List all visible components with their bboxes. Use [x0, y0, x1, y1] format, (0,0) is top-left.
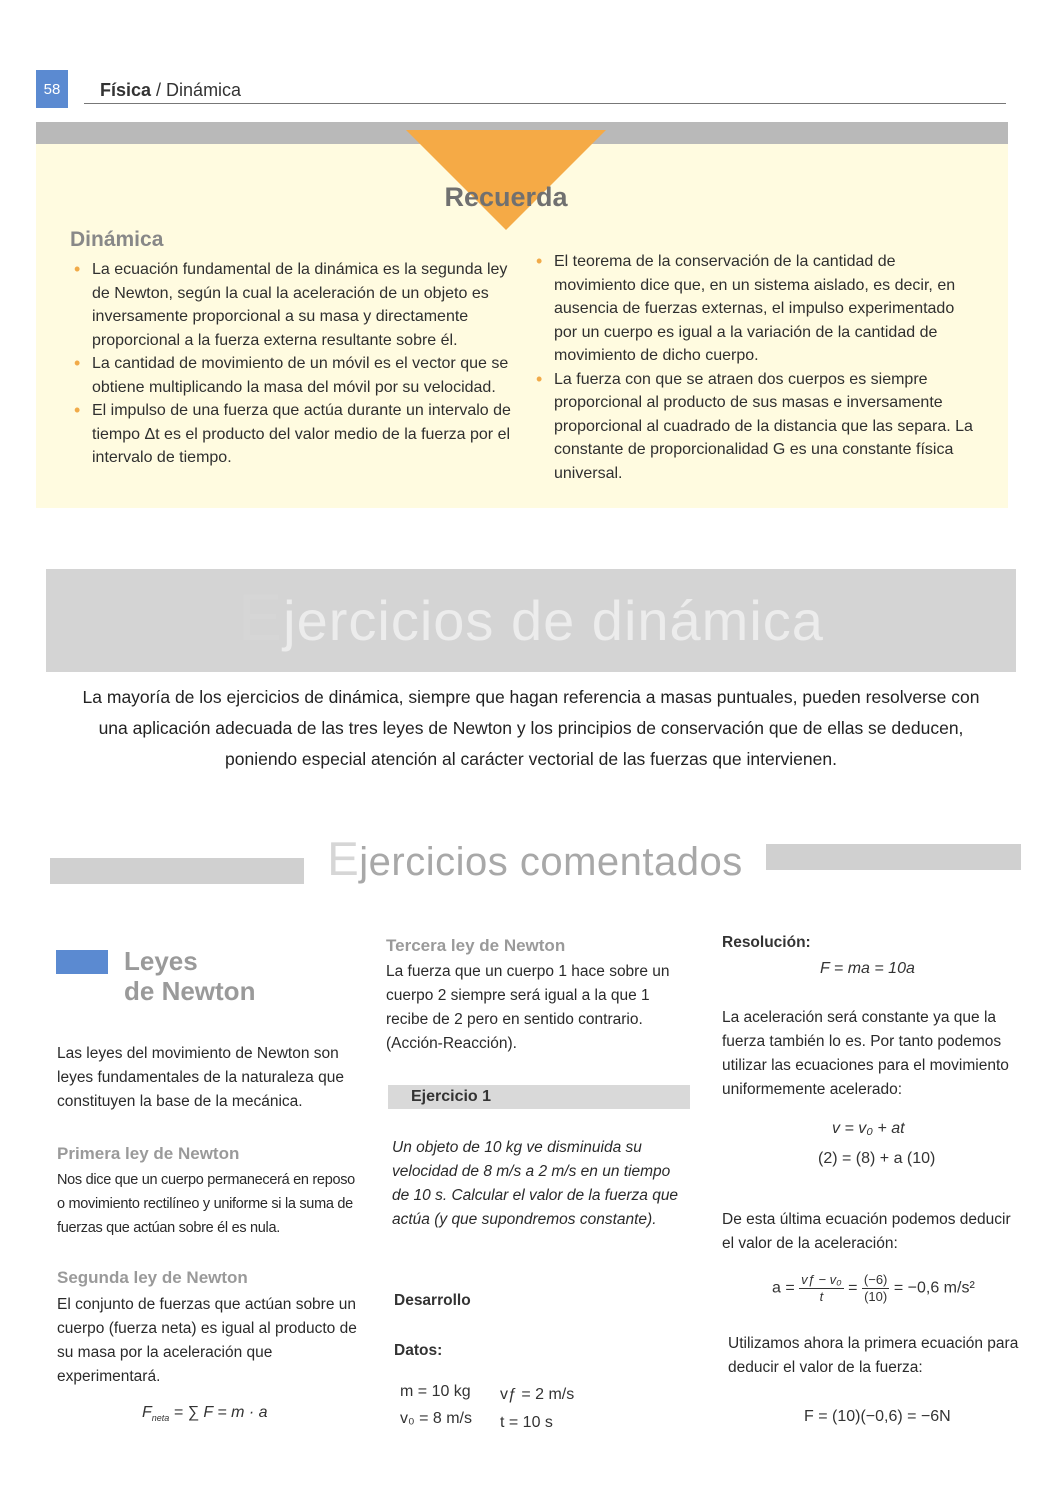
resolucion-text-1: La aceleración será constante ya que la fuerza también lo es. Por tanto podemos utilizar las ecuaciones para el movimiento uniformemente acelerado:: [722, 1009, 1009, 1098]
recuerda-item: • La ecuación fundamental de la dinámica es la segunda ley de Newton, según la cual la aceleración de un objeto es inversamente proporcional a su masa y directamente proporcional a la fuerza externa resultante sobre él.: [70, 258, 522, 352]
datos-mass: m = 10 kg: [400, 1383, 471, 1400]
equation-substituted: (2) = (8) + a (10): [818, 1150, 936, 1167]
segunda-ley-heading: Segunda ley de Newton: [57, 1268, 248, 1287]
column-title: [124, 946, 255, 1006]
running-header: [100, 80, 241, 101]
section-title: [46, 580, 1016, 656]
section-title-initial: E: [238, 581, 284, 655]
recuerda-right-column: [532, 250, 978, 485]
recuerda-item: • El impulso de una fuerza que actúa durante un intervalo de tiempo Δt es el producto del valor medio de la fuerza por el intervalo de tiempo.: [70, 399, 522, 470]
formula-subscript: neta: [151, 1413, 170, 1424]
equation-final-force: F = (10)(−0,6) = −6N: [804, 1408, 951, 1425]
section-marker: [56, 950, 108, 974]
fraction-numerator: vƒ − v₀: [801, 1272, 842, 1287]
equation-acceleration-result: = −0,6 m/s²: [893, 1279, 975, 1297]
datos-label: Datos:: [394, 1342, 443, 1359]
header-separator: /: [151, 80, 167, 100]
equation-velocity: v = v₀ + at: [832, 1120, 905, 1137]
leyes-intro: Las leyes del movimiento de Newton son leyes fundamentales de la naturaleza que constituyen la base de la mecánica.: [57, 1045, 344, 1110]
header-topic: Dinámica: [166, 80, 242, 100]
section-title-rest: jercicios comentados: [359, 840, 743, 884]
section-intro: La mayoría de los ejercicios de dinámica, siempre que hagan referencia a masas puntuales, pueden resolverse con una aplicación adecuada de las tres leyes de Newton y los principios de conservación que de ellas se deducen, poniendo especial atención al carácter vectorial de las fuerzas que intervienen.: [82, 687, 980, 769]
section-title-rest: jercicios de dinámica: [283, 589, 824, 652]
segunda-ley-text: El conjunto de fuerzas que actúan sobre un cuerpo (fuerza neta) es igual al producto de su masa por la aceleración que experimentará.: [57, 1296, 357, 1385]
formula-rhs: = ∑ F = m · a: [173, 1404, 268, 1421]
section-title: [310, 832, 760, 887]
resolucion-label: Resolución:: [722, 934, 811, 951]
header-subject: Física: [100, 80, 152, 100]
recuerda-item: • La fuerza con que se atraen dos cuerpos es siempre proporcional al producto de sus masas e inversamente proporcional al cuadrado de la distancia que las separa. La constante de proporcionalidad G es una constante física universal.: [532, 368, 978, 486]
recuerda-heading: Dinámica: [70, 228, 164, 251]
tercera-ley-heading: Tercera ley de Newton: [386, 936, 566, 955]
equation-force: F = ma = 10a: [820, 960, 915, 977]
datos-time: t = 10 s: [500, 1414, 553, 1431]
fraction-denominator: t: [819, 1289, 824, 1304]
tercera-ley-text: La fuerza que un cuerpo 1 hace sobre un cuerpo 2 siempre será igual a la que 1 recibe de 2 pero en sentido contrario. (Acción-Reacción).: [386, 963, 670, 1052]
fraction-numerator: (−6): [863, 1272, 888, 1287]
primera-ley-text: Nos dice que un cuerpo permanecerá en reposo o movimiento rectilíneo y uniforme si la suma de fuerzas que actúan sobre él es nula.: [57, 1172, 355, 1236]
equation-acceleration-lhs: a =: [772, 1279, 795, 1297]
recuerda-arrow-icon: [406, 130, 606, 230]
datos-initial-velocity: v₀ = 8 m/s: [400, 1410, 472, 1427]
primera-ley-heading: Primera ley de Newton: [57, 1144, 240, 1163]
fraction-denominator: (10): [864, 1289, 888, 1304]
desarrollo-label: Desarrollo: [394, 1292, 471, 1309]
formula-lhs: F: [142, 1404, 152, 1421]
section-band-left: [50, 858, 304, 884]
segunda-ley-formula: [142, 1404, 268, 1423]
resolucion-text-3: Utilizamos ahora la primera ecuación para deducir el valor de la fuerza:: [728, 1335, 1019, 1376]
column-title-line: de Newton: [124, 976, 256, 1006]
recuerda-left-column: [70, 258, 522, 470]
recuerda-item: • La cantidad de movimiento de un móvil es el vector que se obtiene multiplicando la masa del móvil por su velocidad.: [70, 352, 522, 399]
section-title-initial: E: [327, 833, 360, 886]
equation-acceleration: a = $\frac{\text{vƒ − v₀}}{t}$ = $\frac{(-6)}{(10)}$ = −0,6 m/s²: [772, 1272, 975, 1304]
datos-final-velocity: vƒ = 2 m/s: [500, 1386, 575, 1403]
ejercicio-label: Ejercicio 1: [411, 1088, 492, 1105]
ejercicio-statement: Un objeto de 10 kg ve disminuida su velocidad de 8 m/s a 2 m/s en un tiempo de 10 s. Calcular el valor de la fuerza que actúa (y que supondremos constante).: [392, 1139, 679, 1228]
section-band-right: [766, 844, 1021, 870]
recuerda-item: • El teorema de la conservación de la cantidad de movimiento dice que, en un sistema aislado, es decir, en ausencia de fuerzas externas, el impulso experimentado por un cuerpo es igual a la variación de la cantidad de movimiento de dicho cuerpo.: [532, 250, 978, 368]
recuerda-title: Recuerda: [444, 182, 568, 212]
column-title-line: Leyes: [124, 946, 198, 976]
resolucion-text-2: De esta última ecuación podemos deducir el valor de la aceleración:: [722, 1211, 1011, 1252]
page-number: 58: [36, 70, 68, 108]
header-rule: [84, 103, 1006, 104]
fraction: [862, 1272, 889, 1305]
fraction: [799, 1272, 844, 1305]
